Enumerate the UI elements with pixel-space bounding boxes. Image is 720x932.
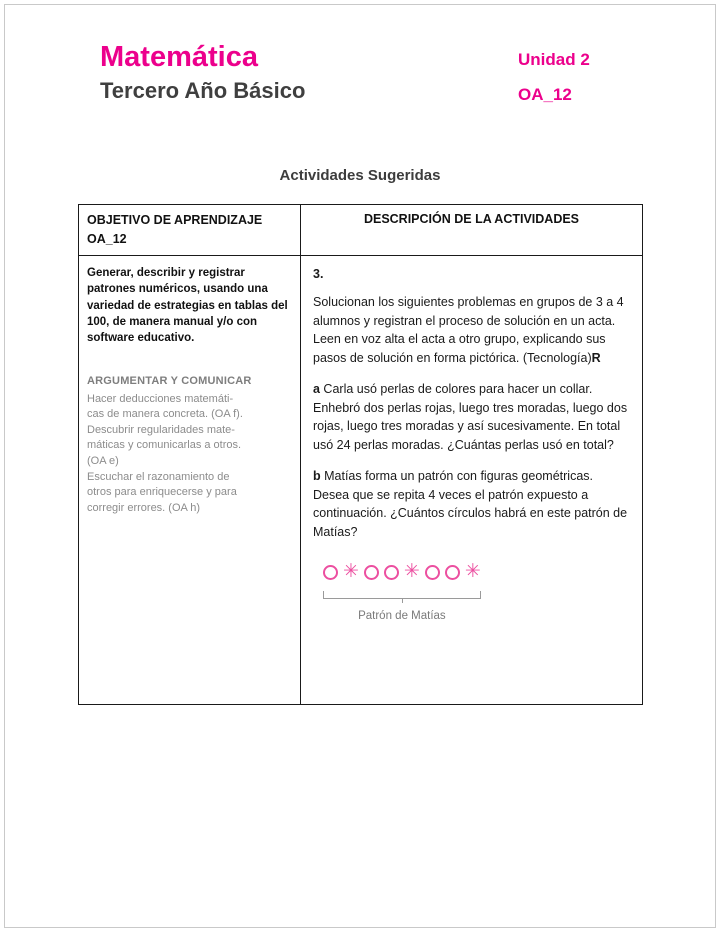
activity-intro-text: Solucionan los siguientes problemas en grupos de 3 a 4 alumnos y registran el proceso de solución en un acta. Leen en voz alta el acta a otro grupo, explicando sus pasos de solución en forma pictórica. (Tecnología): [313, 294, 624, 365]
section-title: Actividades Sugeridas: [279, 167, 441, 184]
pattern-circle-icon: [323, 565, 338, 580]
table-header-objective-line2: OA_12: [87, 231, 127, 246]
activity-number: 3.: [313, 267, 324, 281]
skill-line: Hacer deducciones matemáti-: [87, 392, 234, 405]
objective-text: Generar, describir y registrar patrones numéricos, usando una variedad de estrategias en tablas del 100, de manera manual y/o con software educativo.: [87, 267, 288, 345]
problem-a-text: Carla usó perlas de colores para hacer un collar. Enhebró dos perlas rojas, luego tres moradas, luego dos rojas, luego tres moradas y así sucesivamente. En total usó 24 perlas moradas. ¿Cuántas perlas usó en total?: [313, 381, 628, 452]
unit-label: Unidad 2: [518, 50, 590, 69]
skill-line: (OA e): [87, 455, 119, 468]
skills-title: ARGUMENTAR Y COMUNICAR: [87, 374, 252, 387]
table-header-objective-line1: OBJETIVO DE APRENDIZAJE: [87, 213, 263, 227]
activities-cell: [301, 256, 642, 704]
pattern-circle-icon: [445, 565, 460, 580]
skill-line: corregir errores. (OA h): [87, 501, 201, 514]
grade-subtitle: Tercero Año Básico: [100, 77, 306, 103]
table-header-objective: [79, 205, 301, 256]
table-header-description: [301, 205, 642, 256]
pattern-circle-icon: [384, 565, 399, 580]
skill-line: otros para enriquecerse y para: [87, 486, 237, 499]
problem-b-text: Matías forma un patrón con figuras geométricas. Desea que se repita 4 veces el patrón expuesto a continuación. ¿Cuántos círculos habrá en este patrón de Matías?: [313, 468, 628, 539]
subject-title: Matemática: [100, 41, 258, 73]
unit-block: [518, 50, 590, 106]
pattern-circle-icon: [425, 565, 440, 580]
pattern-star-icon: ✳: [403, 561, 420, 583]
pattern-bracket-tick: [402, 598, 403, 603]
pattern-row: [323, 562, 481, 584]
activity-intro-suffix: R: [591, 351, 601, 365]
skill-line: máticas y comunicarlas a otros.: [87, 439, 242, 452]
table-header-description-text: DESCRIPCIÓN DE LA ACTIVIDADES: [363, 212, 580, 226]
objective-cell: [79, 256, 301, 704]
problem-a: [313, 380, 630, 455]
problem-a-label: a: [313, 381, 320, 396]
document-header: [100, 42, 305, 104]
pattern-bracket: [323, 591, 481, 599]
problem-b-label: b: [313, 468, 321, 483]
activity-intro: [313, 293, 630, 368]
skill-line: cas de manera concreta. (OA f).: [87, 408, 243, 421]
pattern-figure: [323, 562, 481, 625]
pattern-star-icon: ✳: [464, 561, 481, 583]
pattern-circle-icon: [364, 565, 379, 580]
problem-b: [313, 467, 630, 542]
skill-line: Escuchar el razonamiento de: [87, 470, 230, 483]
skills-block: [87, 375, 292, 517]
activities-table: [78, 204, 643, 705]
oa-label: OA_12: [518, 85, 572, 105]
skill-line: Descubrir regularidades mate-: [87, 423, 235, 436]
pattern-star-icon: ✳: [343, 561, 359, 583]
pattern-caption: Patrón de Matías: [358, 609, 446, 622]
